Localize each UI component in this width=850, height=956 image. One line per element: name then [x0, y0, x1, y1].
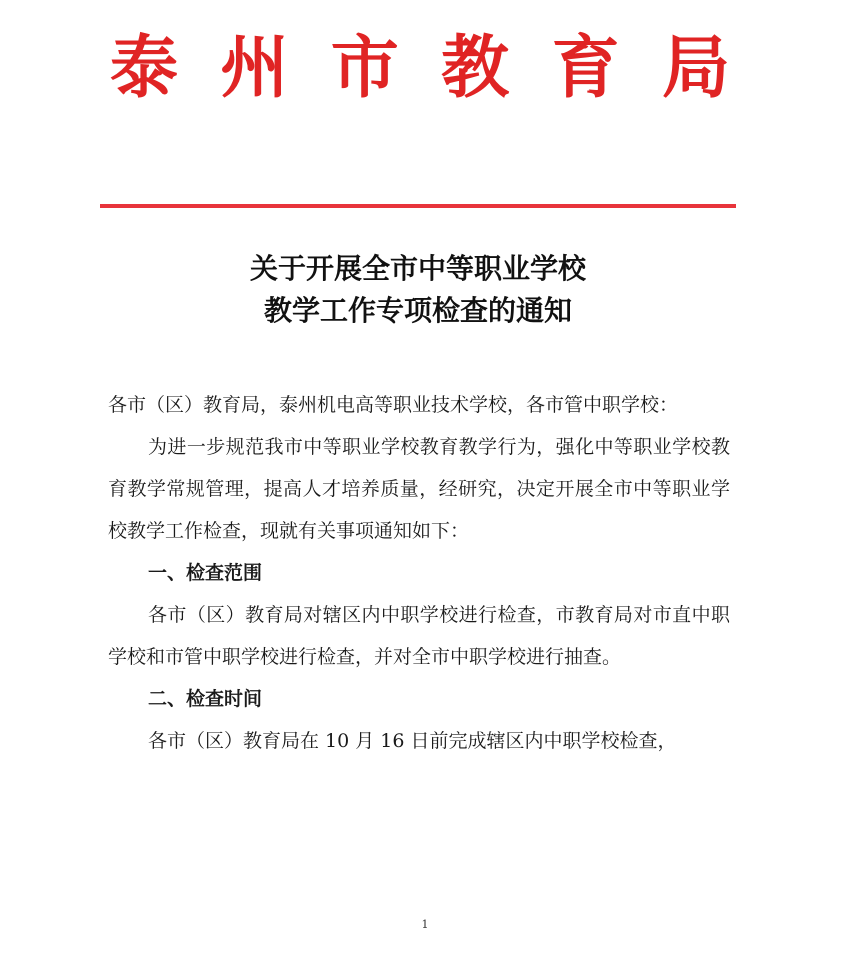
section-heading-scope: 一、检查范围	[148, 562, 263, 584]
section-paragraph-scope: 各市（区）教育局对辖区内中职学校进行检查，市教育局对市直中职学校和市管中职学校进行检查，并对全市中职学校进行抽查。	[108, 604, 730, 668]
addressee-paragraph: 各市（区）教育局，泰州机电高等职业技术学校，各市管中职学校：	[108, 394, 679, 416]
title-line-2: 教学工作专项检查的通知	[263, 294, 572, 327]
masthead-char: 州	[220, 28, 289, 108]
masthead-char: 育	[551, 28, 620, 108]
document-title	[100, 248, 736, 332]
masthead-char: 市	[330, 28, 399, 108]
masthead-char: 教	[441, 28, 510, 108]
page-number: 1	[421, 918, 429, 931]
section-heading-time: 二、检查时间	[148, 688, 263, 710]
intro-paragraph: 为进一步规范我市中等职业学校教育教学行为，强化中等职业学校教育教学常规管理，提高人才培养质量，经研究，决定开展全市中等职业学校教学工作检查，现就有关事项通知如下：	[108, 436, 730, 542]
masthead-char: 泰	[110, 28, 179, 108]
red-divider-line	[100, 204, 736, 208]
masthead-char: 局	[661, 28, 730, 108]
agency-masthead	[110, 22, 730, 114]
document-body	[108, 384, 730, 762]
title-line-1: 关于开展全市中等职业学校	[249, 252, 586, 285]
section-paragraph-time: 各市（区）教育局在 10 月 16 日前完成辖区内中职学校检查，	[148, 730, 677, 752]
